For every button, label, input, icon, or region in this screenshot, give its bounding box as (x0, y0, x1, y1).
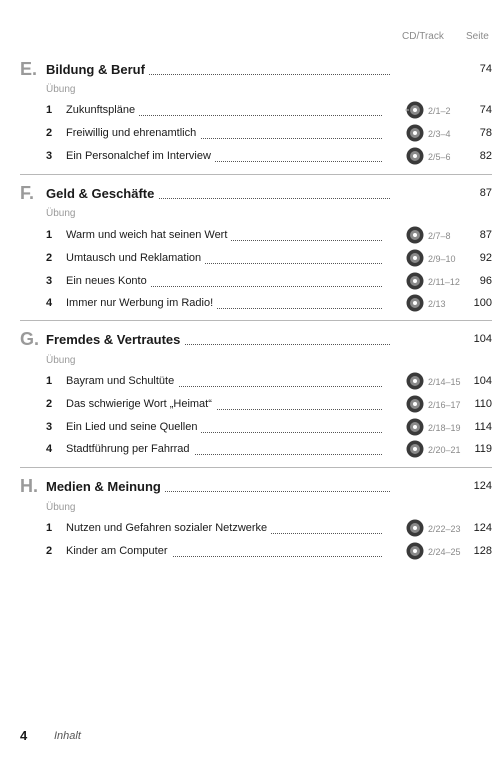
cd-icon (404, 395, 426, 413)
toc-item[interactable] (20, 124, 492, 144)
section-page: 74 (479, 63, 492, 75)
section-title: Geld & Geschäfte (46, 186, 158, 201)
item-track: 2/9–10 (428, 254, 456, 264)
toc-item[interactable] (20, 147, 492, 167)
section-letter: G. (20, 329, 40, 349)
item-title: Stadtführung per Fahrrad (66, 443, 194, 455)
item-number: 4 (46, 443, 53, 455)
item-number: 2 (46, 252, 53, 264)
section-letter: F. (20, 183, 35, 203)
item-title: Umtausch und Reklamation (66, 252, 205, 264)
section-heading-e[interactable] (20, 59, 492, 81)
toc-item[interactable] (20, 249, 492, 269)
item-track: 2/13 (428, 299, 446, 309)
toc-item[interactable] (20, 395, 492, 415)
section-divider (20, 467, 492, 468)
item-title: Warm und weich hat seinen Wert (66, 229, 231, 241)
item-title: Ein Personalchef im Interview (66, 150, 215, 162)
item-title: Das schwierige Wort „Heimat“ (66, 398, 216, 410)
toc-item[interactable] (20, 519, 492, 539)
toc-item[interactable] (20, 418, 492, 438)
cd-icon (404, 272, 426, 290)
footer-label: Inhalt (54, 730, 81, 742)
section-title: Fremdes & Vertrautes (46, 332, 184, 347)
item-track: 2/16–17 (428, 400, 461, 410)
cd-icon (404, 294, 426, 312)
cd-icon (404, 519, 426, 537)
item-page: 124 (473, 522, 492, 534)
cd-track-column-header: CD/Track (402, 31, 444, 42)
item-track: 2/5–6 (428, 152, 451, 162)
cd-icon (404, 249, 426, 267)
item-page: 92 (479, 252, 492, 264)
cd-icon (404, 101, 426, 119)
item-track: 2/1–2 (428, 106, 451, 116)
item-number: 1 (46, 522, 53, 534)
cd-icon (404, 542, 426, 560)
item-number: 1 (46, 104, 53, 116)
item-number: 2 (46, 127, 53, 139)
item-track: 2/3–4 (428, 129, 451, 139)
section-letter: H. (20, 476, 38, 496)
cd-icon (404, 372, 426, 390)
item-page: 128 (473, 545, 492, 557)
toc-item[interactable] (20, 226, 492, 246)
item-number: 2 (46, 398, 53, 410)
item-number: 3 (46, 150, 53, 162)
item-number: 3 (46, 275, 53, 287)
item-title: Bayram und Schultüte (66, 375, 178, 387)
toc-item[interactable] (20, 294, 492, 314)
section-page: 87 (479, 187, 492, 199)
item-number: 4 (46, 297, 53, 309)
item-number: 3 (46, 421, 53, 433)
section-letter: E. (20, 59, 38, 79)
item-number: 1 (46, 229, 53, 241)
item-number: 2 (46, 545, 53, 557)
item-number: 1 (46, 375, 53, 387)
toc-item[interactable] (20, 101, 492, 121)
item-page: 119 (474, 443, 492, 455)
section-page: 124 (473, 480, 492, 492)
section-title: Bildung & Beruf (46, 62, 149, 77)
page-column-header: Seite (466, 31, 489, 42)
item-page: 110 (474, 398, 492, 410)
toc-item[interactable] (20, 272, 492, 292)
item-track: 2/11–12 (428, 277, 460, 287)
toc-item[interactable] (20, 542, 492, 562)
cd-icon (404, 147, 426, 165)
section-divider (20, 320, 492, 321)
item-page: 78 (479, 127, 492, 139)
item-track: 2/22–23 (428, 524, 461, 534)
section-page: 104 (473, 333, 492, 345)
item-title: Immer nur Werbung im Radio! (66, 297, 217, 309)
section-divider (20, 174, 492, 175)
item-track: 2/24–25 (428, 547, 461, 557)
item-title: Ein Lied und seine Quellen (66, 421, 201, 433)
section-subheading: Übung (46, 84, 76, 95)
item-page: 87 (479, 229, 492, 241)
section-subheading: Übung (46, 502, 76, 513)
item-page: 74 (479, 104, 492, 116)
item-track: 2/18–19 (428, 423, 461, 433)
item-track: 2/14–15 (428, 377, 461, 387)
toc-item[interactable] (20, 440, 492, 460)
cd-icon (404, 418, 426, 436)
item-track: 2/7–8 (428, 231, 451, 241)
item-page: 96 (479, 275, 492, 287)
item-page: 114 (474, 421, 492, 433)
footer-page-number: 4 (20, 728, 28, 743)
item-track: 2/20–21 (428, 445, 461, 455)
section-subheading: Übung (46, 355, 76, 366)
item-title: Kinder am Computer (66, 545, 172, 557)
item-page: 100 (473, 297, 492, 309)
item-page: 104 (473, 375, 492, 387)
item-title: Zukunftspläne (66, 104, 139, 116)
cd-icon (404, 124, 426, 142)
cd-icon (404, 440, 426, 458)
section-subheading: Übung (46, 208, 76, 219)
toc-item[interactable] (20, 372, 492, 392)
section-title: Medien & Meinung (46, 479, 165, 494)
section-heading-f[interactable] (20, 183, 492, 205)
item-page: 82 (479, 150, 492, 162)
section-heading-g[interactable] (20, 329, 492, 351)
section-heading-h[interactable] (20, 476, 492, 498)
item-title: Freiwillig und ehrenamtlich (66, 127, 200, 139)
item-title: Ein neues Konto (66, 275, 151, 287)
cd-icon (404, 226, 426, 244)
item-title: Nutzen und Gefahren sozialer Netzwerke (66, 522, 271, 534)
